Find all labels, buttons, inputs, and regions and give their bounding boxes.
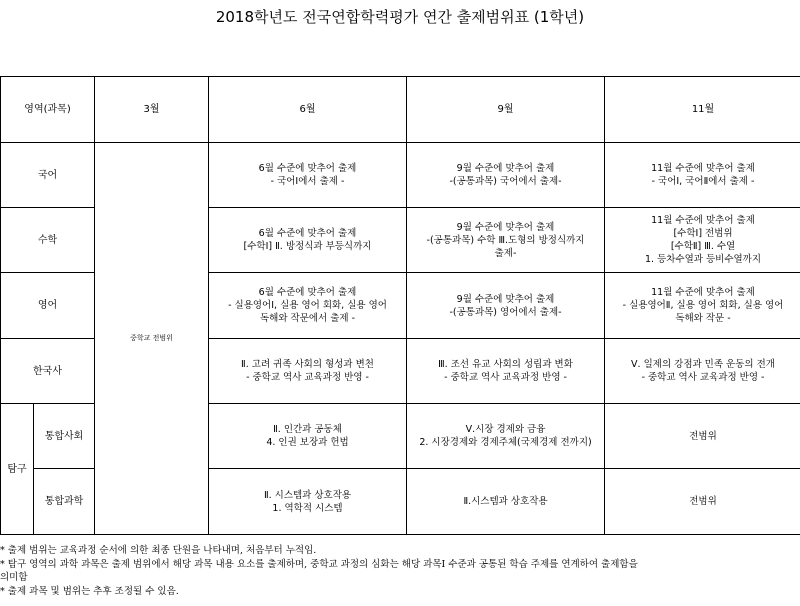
exam-scope-table	[0, 76, 800, 535]
jun-scope-cell: 6월 수준에 맞추어 출제 - 국어Ⅰ에서 출제 -	[209, 143, 407, 208]
sep-scope-cell: 9월 수준에 맞추어 출제 -(공통과목) 영어에서 출제-	[407, 273, 605, 339]
sep-scope-cell: Ⅲ. 조선 유교 사회의 성립과 변화 - 중학교 역사 교육과정 반영 -	[407, 339, 605, 404]
nov-scope-cell: 11월 수준에 맞추어 출제 - 실용영어Ⅱ, 실용 영어 회화, 실용 영어 독해와 작문 -	[605, 273, 800, 339]
nov-scope-cell: 전범위	[605, 404, 800, 469]
subject-cell: 수학	[1, 208, 95, 273]
nov-scope-cell: 전범위	[605, 469, 800, 535]
nov-scope-cell: 11월 수준에 맞추어 출제 - 국어Ⅰ, 국어Ⅱ에서 출제 -	[605, 143, 800, 208]
jun-scope-cell: Ⅱ. 시스템과 상호작용 1. 역학적 시스템	[209, 469, 407, 535]
header-month-3: 3월	[95, 77, 209, 143]
sep-scope-cell: 9월 수준에 맞추어 출제 -(공통과목) 수학 Ⅲ.도형의 방정식까지 출제-	[407, 208, 605, 273]
subject-cell: 영어	[1, 273, 95, 339]
table-row	[1, 143, 800, 208]
footnote-line: * 출제 과목 및 범위는 추후 조정될 수 있음.	[0, 585, 179, 597]
page-title: 2018학년도 전국연합학력평가 연간 출제범위표 (1학년)	[215, 8, 585, 26]
sep-scope-cell: Ⅱ.시스템과 상호작용	[407, 469, 605, 535]
header-month-6: 6월	[209, 77, 407, 143]
footnote-line: * 탐구 영역의 과학 과목은 출제 범위에서 해당 과목 내용 요소를 출제하며, 중학교 과정의 심화는 해당 과목Ⅰ 수준과 공통된 학습 주제를 연계하여 출제함을	[0, 558, 638, 570]
table-header-row	[1, 77, 800, 143]
footnote-line: * 출제 범위는 교육과정 순서에 의한 최종 단원을 나타내며, 처음부터 누적임.	[0, 545, 317, 556]
footnotes	[0, 544, 800, 598]
header-area-cell: 영역(과목)	[1, 77, 95, 143]
jun-scope-cell: 6월 수준에 맞추어 출제 [수학Ⅰ] Ⅱ. 방정식과 부등식까지	[209, 208, 407, 273]
subject-cell: 통합과학	[34, 469, 95, 535]
header-month-9: 9월	[407, 77, 605, 143]
subject-cell: 한국사	[1, 339, 95, 404]
inquiry-area-cell: 탐구	[1, 404, 34, 535]
header-month-11: 11월	[605, 77, 800, 143]
jun-scope-cell: Ⅱ. 고려 귀족 사회의 형성과 변천 - 중학교 역사 교육과정 반영 -	[209, 339, 407, 404]
subject-cell: 국어	[1, 143, 95, 208]
sep-scope-cell: 9월 수준에 맞추어 출제 -(공통과목) 국어에서 출제-	[407, 143, 605, 208]
march-scope-cell: 중학교 전범위	[95, 143, 209, 535]
jun-scope-cell: Ⅱ. 인간과 공동체 4. 인권 보장과 헌법	[209, 404, 407, 469]
subject-cell: 통합사회	[34, 404, 95, 469]
nov-scope-cell: Ⅴ. 일제의 강점과 민족 운동의 전개 - 중학교 역사 교육과정 반영 -	[605, 339, 800, 404]
sep-scope-cell: Ⅴ.시장 경제와 금융 2. 시장경제와 경제주체(국제경제 전까지)	[407, 404, 605, 469]
footnote-line: 의미함	[0, 572, 28, 583]
jun-scope-cell: 6월 수준에 맞추어 출제 - 실용영어Ⅰ, 실용 영어 회화, 실용 영어 독해와 작문에서 출제 -	[209, 273, 407, 339]
nov-scope-cell: 11월 수준에 맞추어 출제 [수학Ⅰ] 전범위 [수학Ⅱ] Ⅲ. 수열 1. 등차수열과 등비수열까지	[605, 208, 800, 273]
